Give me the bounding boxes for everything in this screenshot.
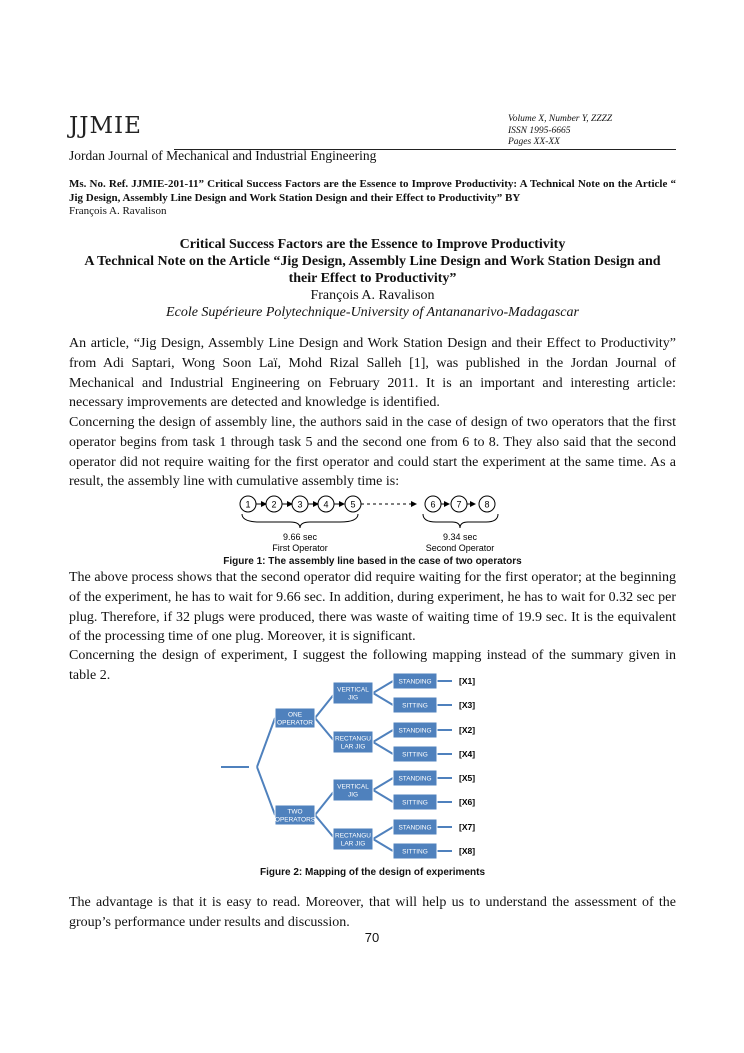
paper-author: François A. Ravalison [310,288,435,303]
jig-box-2 [333,731,373,753]
svg-text:1: 1 [245,499,251,510]
output-label-4: [X4] [459,749,476,759]
svg-text:SITTING: SITTING [402,799,428,807]
op1-label: First Operator [272,543,328,553]
svg-text:STANDING: STANDING [398,775,432,783]
jig-box-3 [333,779,373,801]
output-label-5: [X5] [459,773,476,783]
svg-text:5: 5 [350,499,356,510]
svg-text:SITTING: SITTING [402,702,428,710]
svg-text:JIG: JIG [347,791,359,799]
svg-text:VERTICAL: VERTICAL [337,783,369,791]
svg-text:LAR JIG: LAR JIG [340,840,366,848]
paper-subtitle: A Technical Note on the Article “Jig Design, Assembly Line Design and Work Station Design and their Effect to Productivity” [84,254,661,286]
operator-box-1 [275,708,315,728]
task-node-1 [240,496,256,512]
reference-title: Ms. No. Ref. JJMIE-201-11” Critical Success Factors are the Essence to Improve Productivity: A Technical Note on the Article “ Jig Design, Assembly Line Design and Work Station Design and their Effect to Productivity” BY [69,178,676,204]
svg-text:7: 7 [456,499,462,510]
task-node-4 [318,496,334,512]
journal-logo: JJMIE [69,113,142,139]
jig-box-1 [333,682,373,704]
operator-box-2 [275,805,316,825]
task-node-5 [345,496,361,512]
svg-text:SITTING: SITTING [402,751,428,759]
svg-text:STANDING: STANDING [398,678,432,686]
task-node-3 [292,496,308,512]
reference-author: François A. Ravalison [69,205,167,217]
svg-text:TWO: TWO [287,808,303,816]
svg-text:OPERATOR: OPERATOR [277,719,313,727]
svg-text:4: 4 [323,499,329,510]
position-box-3 [393,722,437,738]
position-box-6 [393,794,437,810]
page-number: 70 [364,930,380,945]
op1-time: 9.66 sec [282,532,318,542]
volume-line: Volume X, Number Y, ZZZZ [508,114,613,124]
svg-text:SITTING: SITTING [402,848,428,856]
output-label-8: [X8] [459,846,476,856]
figure-2-experiment-mapping [215,670,505,865]
output-label-1: [X1] [459,676,476,686]
output-label-6: [X6] [459,797,476,807]
title-block [69,236,676,321]
pages-line: Pages XX-XX [508,137,560,147]
position-box-4 [393,746,437,762]
svg-text:3: 3 [297,499,303,510]
output-label-2: [X3] [459,700,476,710]
figure-1-assembly-line [230,492,520,556]
svg-text:STANDING: STANDING [398,824,432,832]
position-box-2 [393,697,437,713]
svg-text:LAR JIG: LAR JIG [340,743,366,751]
issn-line: ISSN 1995-6665 [508,125,571,136]
paper-affiliation: Ecole Supérieure Polytechnique-University of Antananarivo-Madagascar [166,305,579,320]
task-node-6 [425,496,441,512]
svg-text:OPERATORS: OPERATORS [274,816,316,824]
svg-text:ONE: ONE [287,711,303,719]
paragraph-5: The advantage is that it is easy to read. Moreover, that will help us to understand the assessment of the group’s performance under results and discussion. [69,895,676,930]
task-node-7 [451,496,467,512]
paragraph-1: An article, “Jig Design, Assembly Line Design and Work Station Design and their Effect to Productivity” from Adi Saptari, Wong Soon Laï, Mohd Rizal Salleh [1], was published in the Jordan Journal of Mechanical and Industrial Engineering on February 2011. It is an important and interesting article: necessary improvements are detected and knowledge is identified. [69,336,676,411]
svg-text:STANDING: STANDING [398,727,432,735]
paragraph-2: Concerning the design of assembly line, the authors said in the case of design of two operators that the first operator begins from task 1 through task 5 and the second one from 6 to 8. They also said that the second operator did not require waiting for the first operator and could start the experiment at the same time. As a result, the assembly line with cumulative assembly time is: [69,415,676,490]
position-box-7 [393,819,437,835]
svg-text:2: 2 [271,499,277,510]
svg-text:RECTANGU: RECTANGU [335,735,371,743]
position-box-8 [393,843,437,859]
manuscript-reference [69,178,676,219]
paragraph-4: Concerning the design of experiment, I suggest the following mapping instead of the summary given in table 2. [69,648,676,683]
output-label-3: [X2] [459,725,476,735]
paragraph-3: The above process shows that the second operator did require waiting for the first operator; at the beginning of the experiment, he has to wait for 9.66 sec. In addition, during experiment, he has to wait for 0.32 sec per plug. Therefore, if 32 plugs were produced, there was waste of waiting time of 19.9 sec. It is the equivalent of the processing time of one plug. Moreover, it is significant. [69,570,676,645]
position-box-1 [393,673,437,689]
figure-2-caption: Figure 2: Mapping of the design of experiments [259,867,486,878]
task-node-8 [479,496,495,512]
svg-text:RECTANGU: RECTANGU [335,832,371,840]
figure-1-caption: Figure 1: The assembly line based in the case of two operators [223,556,522,567]
position-box-5 [393,770,437,786]
journal-name: Jordan Journal of Mechanical and Industrial Engineering [69,148,377,163]
paper-title: Critical Success Factors are the Essence to Improve Productivity [179,237,566,252]
svg-text:6: 6 [430,499,436,510]
op2-label: Second Operator [425,543,495,553]
svg-text:8: 8 [484,499,490,510]
jig-box-4 [333,828,373,850]
svg-text:JIG: JIG [347,694,359,702]
journal-volume-info [508,114,612,149]
task-node-2 [266,496,282,512]
op2-time: 9.34 sec [442,532,478,542]
output-label-7: [X7] [459,822,476,832]
svg-text:VERTICAL: VERTICAL [337,686,369,694]
